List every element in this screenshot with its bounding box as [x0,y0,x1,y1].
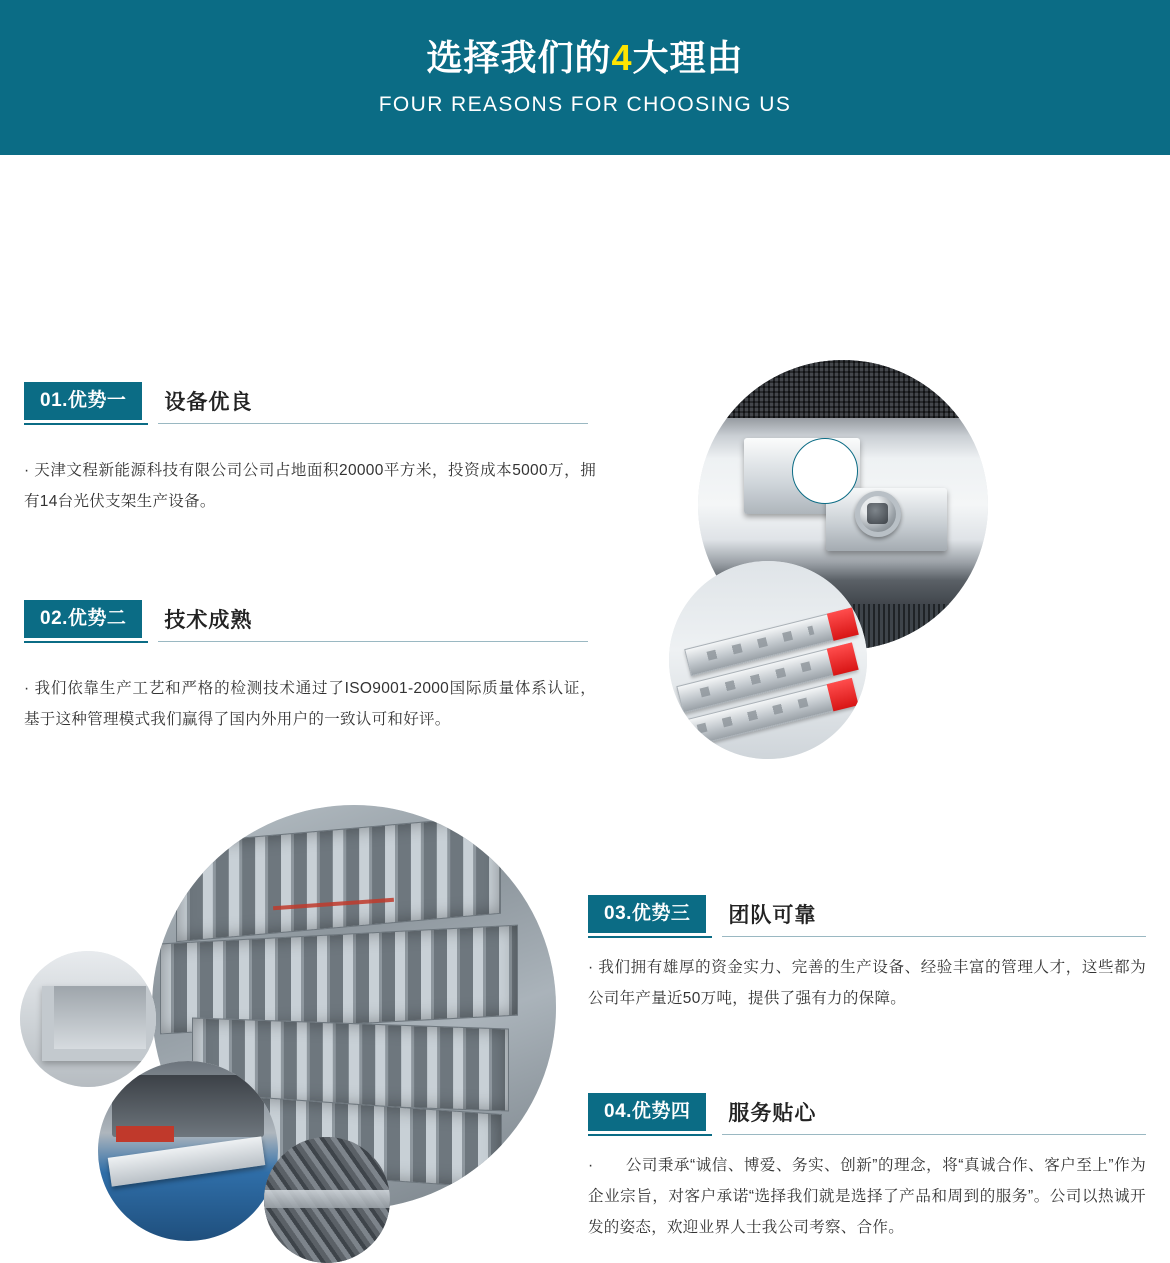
section-rule-4 [722,1134,1146,1135]
photo-detail-mesh-top [698,360,988,418]
section-tag-1: 01.优势一 [24,382,142,420]
decor-circle-outline-1 [792,438,858,504]
section-title-3: 团队可靠 [728,904,817,927]
photo-detail-bolt [855,491,901,537]
section-body-2: · 我们依靠生产工艺和严格的检测技术通过了ISO9001-2000国际质量体系认证，基于这种管理模式我们赢得了国内外用户的一致认可和好评。 [24,680,596,728]
photo-fill [98,1061,278,1241]
section-body-1: · 天津文程新能源科技有限公司公司占地面积20000平方米，投资成本5000万，拥有14台光伏支架生产设备。 [24,462,596,510]
section-tag-2: 02.优势二 [24,600,142,638]
section-body-4: · 公司秉承“诚信、博爱、务实、创新”的理念，将“真诚合作、客户至上”作为企业宗旨，对客户承诺“选择我们就是选择了产品和周到的服务”。公司以热诚开发的姿态，欢迎业界人士我公司考察、合作。 [588,1157,1146,1236]
page-title-before: 选择我们的 [426,36,612,78]
section-heading-1 [24,382,252,420]
section-rule-1-accent [24,423,148,425]
section-tag-3: 03.优势三 [588,895,706,933]
photo-detail-band [264,1190,390,1208]
section-title-1: 设备优良 [164,391,253,414]
section-rule-3 [722,936,1146,937]
page-header [0,0,1170,155]
photo-fill [264,1137,390,1263]
section-heading-3 [588,895,816,933]
section-body-3: · 我们拥有雄厚的资金实力、完善的生产设备、经验丰富的管理人才，这些都为公司年产量近50万吨，提供了强有力的保障。 [588,959,1146,1007]
photo-detail-workpiece [108,1137,265,1187]
section-tag-4: 04.优势四 [588,1093,706,1131]
photo-fill [669,561,867,759]
steel-bundle-photo [264,1137,390,1263]
section-title-4: 服务贴心 [728,1102,817,1125]
section-rule-2-accent [24,641,148,643]
page-title-after: 大理由 [632,36,744,78]
page-title [426,38,743,78]
section-heading-2 [24,600,252,638]
content-area [0,155,1170,1236]
photo-detail-label-plate [116,1126,174,1142]
section-rule-1 [158,423,588,424]
photo-detail-stack-1 [176,815,501,942]
section-rule-3-accent [588,936,712,938]
section-rule-2 [158,641,588,642]
section-rule-4-accent [588,1134,712,1136]
c-channel-red-end-photo [669,561,867,759]
section-heading-4 [588,1093,816,1131]
production-line-photo [98,1061,278,1241]
photo-detail-u-profile [42,986,156,1061]
page-title-number: 4 [611,36,633,78]
section-title-2: 技术成熟 [164,609,253,632]
page-subtitle: FOUR REASONS FOR CHOOSING US [378,93,792,117]
